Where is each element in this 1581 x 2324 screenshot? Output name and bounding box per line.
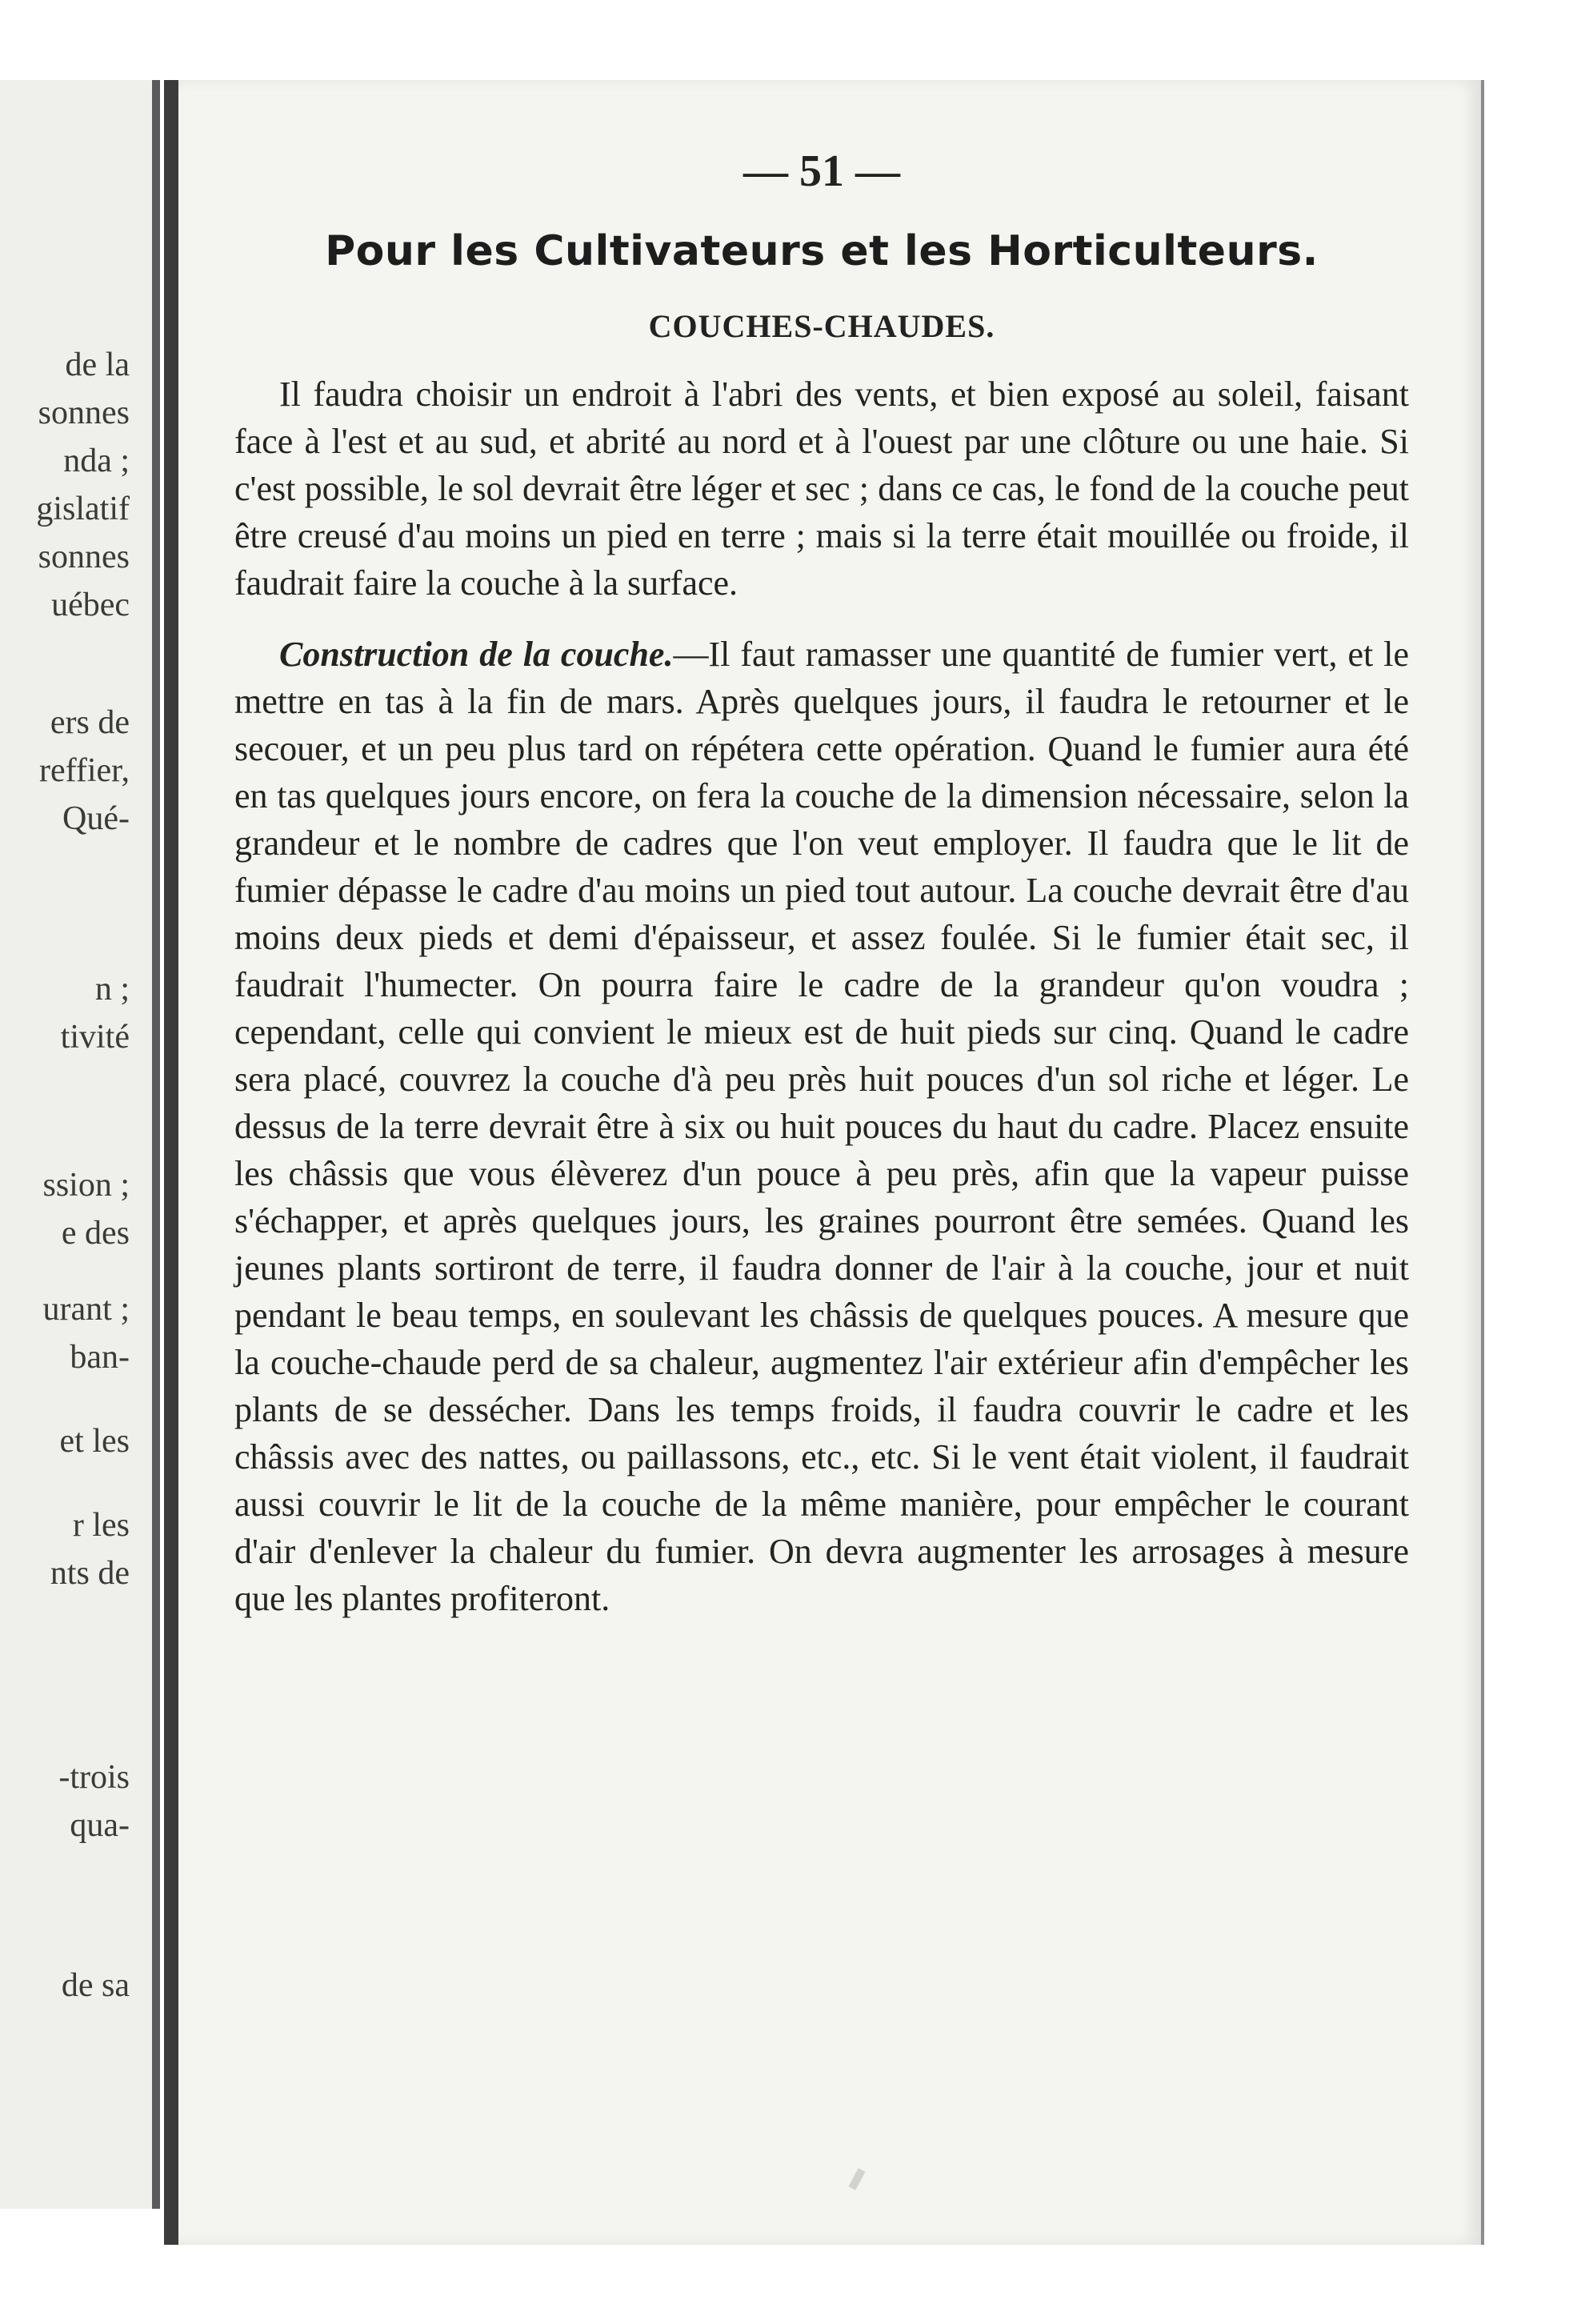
paragraph-2-body: —Il faut ramasser une quantité de fumier vert, et le mettre en tas à la fin de mars. Après quelques jours, il faudra le retourner et le secouer, et un peu plus tard on répétera cette opération. Quand le fumier aura été en tas quelques jours encore, on fera la couche de la dimension nécessaire, selon la grandeur et le nombre de cadres que l'on veut employer. Il faudra que le lit de fumier dépasse le cadre d'au moins un pied tout autour. La couche devrait être d'au moins deux pieds et demi d'épaisseur, et assez foulée. Si le fumier était sec, il faudrait l'humecter. On pourra faire le cadre de la grandeur qu'on voudra ; cependant, celle qui convient le mieux est de huit pieds sur cinq. Quand le cadre sera placé, couvrez la couche d'à peu près huit pouces d'un sol riche et léger. Le dessus de la terre devrait être à six ou huit pouces du haut du cadre. Placez ensuite les châssis que vous élèverez d'un pouce à peu près, afin que la vapeur puisse s'échapper, et après quelques jours, les graines pourront être semées. Quand les jeunes plants sortiront de terre, il faudra donner de l'air à la couche, jour et nuit pendant le beau temps, en soulevant les châssis de quelques pouces. A mesure que la couche-chaude perd de sa chaleur, augmentez l'air extérieur afin d'empêcher les plants de se dessécher. Dans les temps froids, il faudra couvrir le cadre et les châssis avec des nattes, ou paillassons, etc., etc. Si le vent était violent, il faudrait aussi couvrir le lit de la couche de la même manière, pour empêcher le courant d'air d'enlever la chaleur du fumier. On devra augmenter les arrosages à mesure que les plantes profiteront. — [234, 635, 1409, 1618]
left-page-edge — [0, 80, 160, 2209]
left-page-fragment: de la — [65, 347, 130, 383]
left-page-fragment: et les — [59, 1423, 130, 1460]
paragraph-1: Il faudra choisir un endroit à l'abri des vents, et bien exposé au soleil, faisant face à l'est et au sud, et abrité au nord et à l'ouest par une clôture ou une haie. Si c'est possible, le sol devrait être léger et sec ; dans ce cas, le fond de la couche peut être creusé d'au moins un pied en terre ; mais si la terre était mouillée ou froide, il faudrait faire la couche à la surface. — [234, 375, 1409, 603]
section-title: COUCHES-CHAUDES. — [648, 308, 995, 344]
left-page-fragment: sonnes — [38, 395, 130, 431]
left-page-fragment: ban- — [70, 1339, 130, 1376]
left-page-fragment: gislatif — [36, 491, 130, 527]
left-page-fragment: tivité — [60, 1019, 130, 1056]
left-page-fragment: ers de — [50, 704, 130, 741]
left-page-fragment: nts de — [50, 1555, 130, 1592]
left-page-fragment: urant ; — [42, 1291, 130, 1328]
page-title: Pour les Cultivateurs et les Horticulteurs. — [325, 227, 1319, 275]
left-page-fragment: -trois — [58, 1759, 130, 1796]
left-page-fragment: uébec — [51, 587, 130, 623]
left-page-fragment: de sa — [61, 1967, 130, 2004]
left-page-fragment: ssion ; — [42, 1167, 130, 1204]
left-page-fragment: sonnes — [38, 539, 130, 575]
left-page-fragment: qua- — [70, 1807, 130, 1844]
left-page-fragment: nda ; — [63, 443, 130, 479]
paragraph-2-lead: Construction de la couche. — [279, 635, 674, 674]
paragraph-2 — [234, 631, 1409, 1622]
page-number: — 51 — — [743, 146, 900, 196]
left-page-fragment: Qué- — [62, 800, 130, 837]
scan-background-top — [0, 0, 1581, 80]
left-page-fragment: r les — [72, 1507, 130, 1544]
left-page-fragment: n ; — [94, 971, 130, 1008]
left-page-fragment: reffier, — [39, 752, 130, 789]
left-page-fragment: e des — [61, 1215, 130, 1252]
book-page — [164, 80, 1484, 2245]
page-content — [234, 146, 1409, 2181]
